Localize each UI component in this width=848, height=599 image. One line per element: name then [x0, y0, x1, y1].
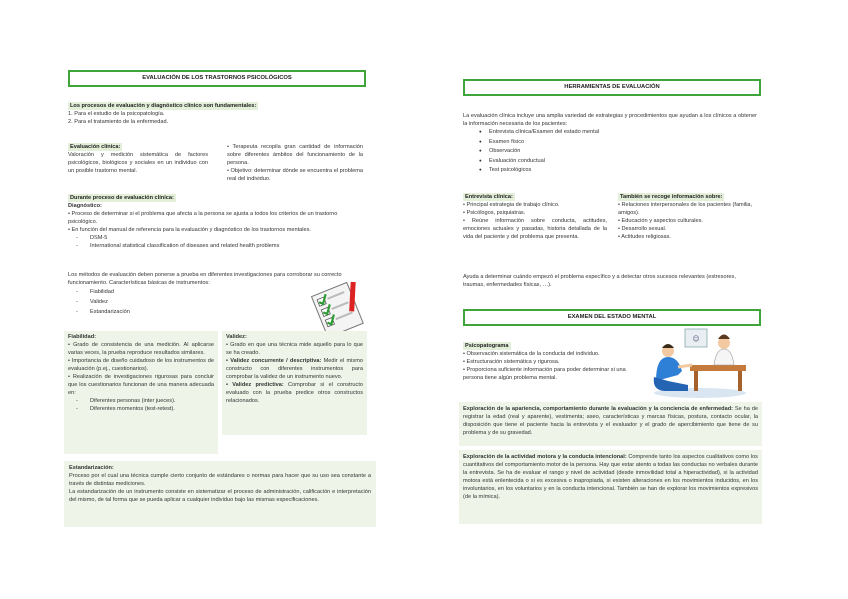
list-item: ● Entrevista clínica/Examen del estado mental: [489, 128, 757, 136]
list-item: - Diferentes personas (inter jueces).: [90, 397, 214, 405]
motora-text: Comprende tanto los aspectos cualitativos como los cuantitativos del comportamiento motor de la persona. Hay que estar atento a todas las conductas no verbales durante la entrevista. Se ha de evaluar el rango y nivel de actividad (desde inmovilidad total a hiperactividad), si la actividad motora está enlentecida o si es excesiva o inapropiada, si existen alteraciones en los movimientos inducidos, en los involuntarios, en los voluntarios y en la conducta intencional. También se han de explorar los movimientos expresivos (de la mímica).: [463, 454, 758, 500]
ent-2: • Psicólogos, psiquiatras.: [463, 210, 526, 216]
tambien-item: • Actitudes religiosas.: [618, 234, 671, 240]
procesos-heading: Los procesos de evaluación y diagnóstico clínico son fundamentales:: [70, 103, 257, 109]
list-item: - Estandarización: [90, 308, 364, 316]
psico-item: • Observación sistemática de la conducta del individuo.: [463, 351, 600, 357]
examen-title: EXAMEN DEL ESTADO MENTAL: [463, 309, 761, 326]
procesos-item: 1. Para el estudio de la psicopatología.: [68, 111, 165, 117]
list-item: ● Examen físico: [489, 138, 757, 146]
estand-heading: Estandarización:: [69, 465, 114, 471]
estand-1: Proceso por el cual una técnica cumple cierto conjunto de estándares o normas para hacer que su uso sea constante a través de distintas mediciones.: [69, 473, 371, 487]
psicopatograma-section: [463, 342, 638, 382]
tambien-item: • Desarrollo sexual.: [618, 226, 667, 232]
diag-1: • Proceso de determinar si el problema que afecta a la persona se ajusta a todos los criterios de un trastorno psicológico.: [68, 211, 338, 225]
fiab-list: [68, 397, 214, 413]
list-item: - International statistical classification of diseases and related health problems: [90, 242, 364, 250]
right-title: HERRAMIENTAS DE EVALUACIÓN: [463, 79, 761, 96]
fiabilidad-heading: Fiabilidad:: [68, 334, 96, 340]
apariencia-label: Exploración de la apariencia, comportamiento durante la evaluación y la conciencia de enfermedad:: [463, 406, 733, 412]
checklist-illustration: [304, 282, 370, 336]
fiab-1: • Grado de consistencia de una medición. Al aplicarse varias veces, la prueba reproduce resultados similares.: [68, 342, 214, 356]
val-2-label: • Validez concurrente / descriptiva:: [226, 358, 322, 364]
fiabilidad-box: [64, 331, 218, 454]
diagnostico-heading: Diagnóstico:: [68, 203, 102, 209]
left-title: EVALUACIÓN DE LOS TRASTORNOS PSICOLÓGICOS: [68, 70, 366, 87]
val-2: [226, 357, 363, 381]
validez-heading: Validez:: [226, 334, 247, 340]
estandarizacion-box: [64, 461, 376, 527]
list-item: - DSM-5: [90, 234, 364, 242]
tambien-section: [618, 193, 758, 241]
tambien-item: • Educación y aspectos culturales.: [618, 218, 703, 224]
motora-label: Exploración de la actividad motora y la conducta intencional:: [463, 454, 627, 460]
list-item: - Diferentes momentos (test-retest).: [90, 405, 214, 413]
entrevista-section: [463, 193, 607, 241]
list-item: - Validez: [90, 298, 364, 306]
apariencia-box: [459, 402, 762, 446]
list-item: - Fiabilidad: [90, 288, 364, 296]
ent-3: • Reúne información sobre conducta, actitudes, emociones actuales y pasadas, historia detallada de la vida del paciente y del problema que presenta.: [463, 218, 607, 240]
psico-item: • Proporciona suficiente información para poder determinar si una persona tiene algún problema mental.: [463, 367, 626, 381]
diag-2: • En función del manual de referencia para la evaluación y diagnóstico de los trastornos mentales.: [68, 227, 311, 233]
intro-section: [463, 112, 757, 174]
val-3-text: Comprobar si el constructo evaluado con la prueba predice otros constructos relacionados.: [226, 382, 363, 404]
fiab-2: • Importancia de diseño cuidadoso de los instrumentos de evaluación (p.ej., cuestionarios).: [68, 358, 214, 372]
manuales-list: [68, 234, 364, 250]
entrevista-heading: Entrevista clínica:: [465, 194, 513, 200]
procesos-section: [68, 102, 364, 126]
intro-text: La evaluación clínica incluye una amplia variedad de estrategias y procedimientos que ayudan a los clínicos a obtener la información necesaria de los pacientes:: [463, 113, 757, 127]
estand-2: La estandarización de un instrumento consiste en sistematizar el proceso de administración, calificación e interpretación del mismo, de tal forma que se pueda aplicar a cualquier individuo bajo las mismas especificaciones.: [69, 489, 371, 503]
herramientas-list: [463, 128, 757, 174]
eval-right-1: • Terapeuta recopila gran cantidad de información sobre diferentes ámbitos del funcionamiento de la persona.: [227, 144, 363, 166]
tambien-heading: También se recoge información sobre:: [620, 194, 723, 200]
tambien-item: • Relaciones interpersonales de los pacientes (familia, amigos).: [618, 202, 753, 216]
validez-box: [222, 331, 367, 435]
psico-item: • Estructuración sistemática y rigurosa.: [463, 359, 560, 365]
fiab-3: • Realización de investigaciones rigurosas para concluir que los cuestionarios funcionan de una manera adecuada en:: [68, 374, 214, 396]
val-2-text: Medir el mismo constructo con diferentes instrumentos para comprobar la validez de un instrumento nuevo.: [226, 358, 363, 380]
durante-heading: Durante proceso de evaluación clínica:: [70, 195, 174, 201]
eval-clinica-text: Valoración y medición sistemática de factores psicológicos, biológicos y sociales en un individuo con un posible trastorno mental.: [68, 152, 208, 174]
list-item: ● Test psicológicos: [489, 166, 757, 174]
eval-right-2: • Objetivo: determinar dónde se encuentra el problema real del individuo.: [227, 168, 363, 182]
eval-clinica-section: [68, 143, 208, 175]
val-3-label: • Validez predictiva:: [226, 382, 284, 388]
motora-box: [459, 450, 762, 524]
list-item: ● Evaluación conductual: [489, 157, 757, 165]
ent-1: • Principal estrategia de trabajo clínico.: [463, 202, 560, 208]
eval-clinica-heading: Evaluación clínica:: [70, 144, 121, 150]
val-3: [226, 381, 363, 405]
apariencia-text: Se ha de registrar la edad (real y aparente), vestimenta; aseo, características y marcas físicas, postura, contacto ocular, la disposición que tiene el paciente hacia la entrevista y el evaluador y el grado de apercibimiento que tiene de su problema y de su gravedad.: [463, 406, 758, 436]
psicopatograma-heading: Psicopatograma: [465, 343, 509, 349]
svg-text:☺: ☺: [692, 335, 700, 343]
metodos-text: Los métodos de evaluación deben ponerse a prueba en diferentes investigaciones para corroborar su correcto funcionamiento. Características básicas de instrumentos:: [68, 272, 342, 286]
ayuda-text: Ayuda a determinar cuándo empezó el problema específico y a detectar otros sucesos relevantes (estresores, traumas, enfermedades físicas, …).: [463, 274, 736, 288]
val-1: • Grado en que una técnica mide aquello para lo que se ha creado.: [226, 342, 363, 356]
procesos-item: 2. Para el tratamiento de la enfermedad.: [68, 119, 169, 125]
eval-clinica-right: [227, 143, 363, 183]
durante-section: [68, 194, 364, 250]
consultation-illustration: [650, 325, 750, 399]
list-item: ● Observación: [489, 147, 757, 155]
